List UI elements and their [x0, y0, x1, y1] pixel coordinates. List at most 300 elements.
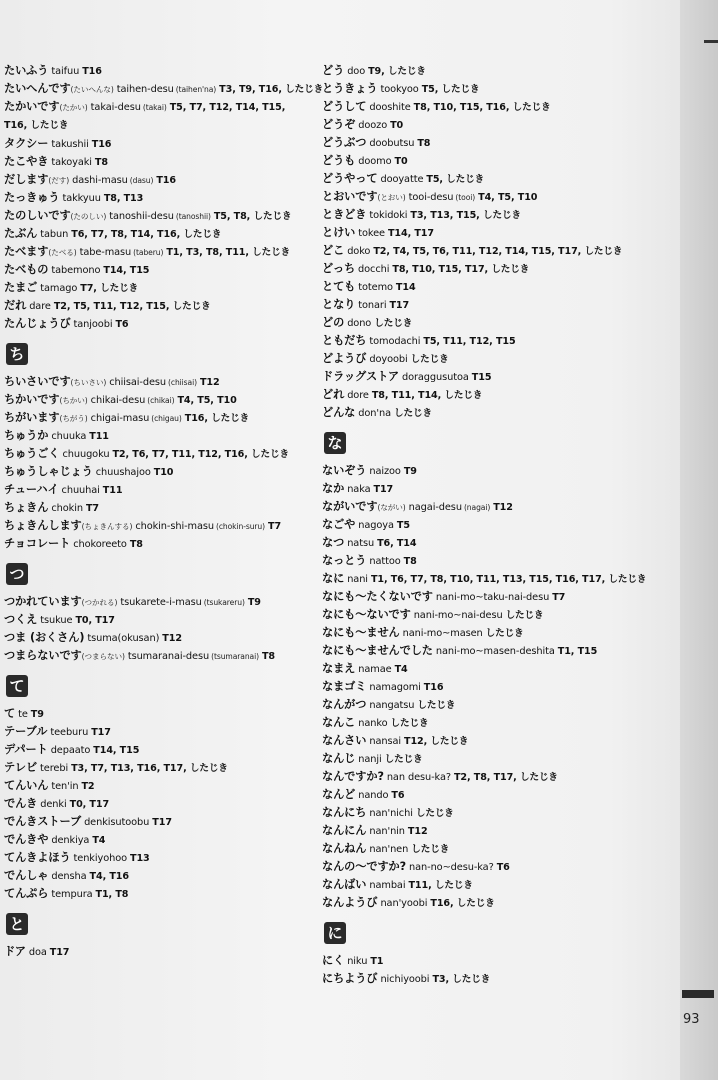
entry-romaji: tsuma(okusan) — [87, 633, 160, 644]
index-entry — [4, 391, 308, 409]
entry-word: てんきよほう — [4, 851, 71, 864]
entry-romaji: tooi-desu — [408, 192, 454, 203]
entry-romaji: tsumaranai-desu — [127, 651, 210, 662]
entry-references: T12 — [493, 502, 513, 513]
entry-romaji-dictionary-form: (chiisai) — [168, 378, 197, 387]
adjacent-page-edge — [680, 0, 718, 1080]
entry-references: T8 — [417, 138, 431, 149]
entry-references: T5, T11, T12, T15 — [423, 336, 516, 347]
entry-romaji: doozo — [358, 120, 388, 131]
entry-references: T1, T6, T7, T8, T10, T11, T13, T15, T16, T17, したじき — [370, 574, 647, 585]
index-entry — [4, 481, 308, 499]
entry-references: T17 — [373, 484, 394, 495]
entry-romaji: takai-desu — [90, 102, 141, 113]
entry-references: T11 — [102, 485, 123, 496]
index-entry — [322, 80, 652, 98]
entry-references: T13 — [130, 853, 150, 864]
index-entry — [322, 260, 652, 278]
entry-references: T12, したじき — [404, 736, 469, 747]
entry-references: T5, T8, したじき — [213, 211, 292, 222]
entry-romaji: takkyuu — [62, 193, 101, 204]
entry-word: でんしゃ — [4, 869, 49, 882]
entry-romaji: chikai-desu — [90, 395, 146, 406]
entry-romaji-dictionary-form: (tsumaranai) — [211, 652, 259, 661]
entry-references: T12 — [162, 633, 182, 644]
entry-romaji: tokidoki — [369, 210, 408, 221]
entry-romaji: tenkiyohoo — [73, 853, 127, 864]
entry-references: T11 — [89, 431, 109, 442]
entry-romaji: nanji — [358, 754, 382, 765]
entry-romaji: dare — [29, 301, 51, 312]
entry-references: T9 — [403, 466, 417, 477]
index-entry — [4, 297, 308, 315]
index-entry — [4, 225, 308, 243]
entry-romaji: takushii — [51, 139, 89, 150]
entry-word: なんねん — [322, 842, 367, 855]
entry-references: T14, T17 — [387, 228, 434, 239]
entry-references: T5, したじき — [426, 174, 485, 185]
index-entry — [4, 813, 308, 831]
entry-references: T2 — [81, 781, 95, 792]
entry-references: T14 — [395, 282, 416, 293]
entry-word: ちゅうごく — [4, 447, 60, 460]
entry-word: ちょきんします — [4, 519, 82, 532]
entry-romaji: nichiyoobi — [380, 974, 430, 985]
entry-references: T6 — [115, 319, 129, 330]
index-entry — [4, 777, 308, 795]
entry-romaji: tookyoo — [380, 84, 419, 95]
index-entry — [322, 480, 652, 498]
entry-word: つま (おくさん) — [4, 631, 85, 644]
entry-romaji: nando — [358, 790, 389, 801]
entry-references: T8 — [261, 651, 275, 662]
index-entry — [322, 858, 652, 876]
index-entry — [322, 660, 652, 678]
index-entry — [4, 705, 308, 723]
entry-word: て — [4, 707, 16, 720]
index-entry — [4, 80, 324, 98]
index-entry — [4, 517, 308, 535]
entry-word: デパート — [4, 743, 48, 756]
entry-references: T9, したじき — [368, 66, 426, 77]
entry-word: てんぷら — [4, 887, 49, 900]
index-entry — [322, 332, 652, 350]
entry-romaji-dictionary-form: (taberu) — [133, 248, 164, 257]
entry-romaji-dictionary-form: (dasu) — [129, 176, 154, 185]
entry-references: T4 — [92, 835, 106, 846]
index-entry — [322, 462, 652, 480]
entry-romaji: nagoya — [358, 520, 394, 531]
entry-word: タクシー — [4, 137, 49, 150]
entry-word: ちゅうか — [4, 429, 49, 442]
index-entry — [322, 152, 652, 170]
index-entry — [322, 134, 652, 152]
section-letter-badge: と — [6, 913, 28, 935]
edge-marker — [704, 40, 718, 43]
index-entry — [4, 98, 308, 135]
entry-references: したじき — [394, 408, 432, 419]
index-entry — [322, 606, 652, 624]
entry-references: したじき — [374, 318, 413, 329]
entry-dictionary-form: (ちがう) — [59, 414, 88, 423]
entry-references: T1, T8 — [95, 889, 129, 900]
entry-word: とけい — [322, 226, 356, 239]
entry-references: T17 — [152, 817, 172, 828]
index-entry — [322, 714, 652, 732]
index-entry — [322, 350, 652, 368]
entry-references: T5 — [396, 520, 410, 531]
entry-romaji: tsukue — [40, 615, 73, 626]
entry-word: どうやって — [322, 172, 378, 185]
entry-word: ちかいです — [4, 393, 60, 406]
index-entry — [4, 409, 308, 427]
entry-references: T0 — [394, 156, 408, 167]
entry-word: でんきや — [4, 833, 49, 846]
entry-dictionary-form: (ちいさい) — [70, 378, 107, 387]
index-entry — [4, 427, 308, 445]
entry-romaji-dictionary-form: (taihen'na) — [175, 85, 217, 94]
entry-romaji: takoyaki — [51, 157, 92, 168]
entry-romaji: dashi-masu — [72, 175, 128, 186]
entry-references: したじき — [384, 754, 423, 765]
entry-references: T12 — [407, 826, 428, 837]
entry-word: たべもの — [4, 263, 49, 276]
entry-word: チューハイ — [4, 483, 59, 496]
entry-dictionary-form: (たいへんな) — [70, 85, 114, 94]
entry-romaji-dictionary-form: (tooi) — [455, 193, 476, 202]
entry-references: したじき — [485, 628, 524, 639]
entry-word: なつ — [322, 536, 345, 549]
entry-romaji-dictionary-form: (chigau) — [151, 414, 182, 423]
index-entry — [4, 373, 308, 391]
entry-romaji: doraggusutoa — [401, 372, 469, 383]
entry-romaji: dooshite — [369, 102, 411, 113]
entry-word: だします — [4, 173, 49, 186]
entry-romaji: nangatsu — [369, 700, 415, 711]
entry-word: なんの～ですか? — [322, 860, 407, 873]
entry-references: T6 — [391, 790, 405, 801]
entry-romaji: chokoreeto — [73, 539, 127, 550]
entry-dictionary-form: (ながい) — [377, 503, 406, 512]
entry-romaji: don'na — [358, 408, 391, 419]
entry-romaji: chuuhai — [61, 485, 100, 496]
index-entry — [322, 970, 652, 988]
entry-references: T2, T6, T7, T11, T12, T16, したじき — [112, 449, 289, 460]
index-entry — [322, 386, 652, 404]
entry-word: ときどき — [322, 208, 367, 221]
entry-romaji: nani-mo~nai-desu — [413, 610, 503, 621]
entry-romaji: chiisai-desu — [109, 377, 166, 388]
entry-romaji: tabun — [40, 229, 69, 240]
entry-dictionary-form: (たかい) — [59, 103, 88, 112]
entry-romaji-dictionary-form: (takai) — [142, 103, 167, 112]
entry-romaji: densha — [51, 871, 87, 882]
index-entry — [4, 261, 308, 279]
section-heading — [4, 903, 308, 943]
entry-romaji: nani-mo~taku-nai-desu — [435, 592, 550, 603]
entry-references: T16 — [91, 139, 112, 150]
entry-references: T9 — [247, 597, 261, 608]
index-entry — [322, 678, 652, 696]
entry-references: T17 — [389, 300, 410, 311]
entry-word: なんじ — [322, 752, 356, 765]
entry-references: T16, したじき — [184, 413, 250, 424]
entry-dictionary-form: (つかれる) — [81, 598, 118, 607]
entry-word: どれ — [322, 388, 345, 401]
entry-references: T1, T3, T8, T11, したじき — [166, 247, 291, 258]
entry-word: どの — [322, 316, 345, 329]
index-entry — [4, 62, 308, 80]
index-entry — [4, 759, 308, 777]
index-entry — [4, 831, 308, 849]
entry-word: どうぶつ — [322, 136, 367, 149]
index-entry — [322, 368, 652, 386]
entry-romaji: dore — [347, 390, 369, 401]
entry-word: どようび — [322, 352, 367, 365]
entry-romaji: nan'nichi — [369, 808, 413, 819]
entry-word: とても — [322, 280, 356, 293]
entry-romaji: nani-mo~masen-deshita — [435, 646, 555, 657]
entry-romaji: denki — [40, 799, 67, 810]
entry-references: T3, したじき — [432, 974, 491, 985]
entry-romaji: chuushajoo — [95, 467, 151, 478]
entry-romaji: depaato — [50, 745, 91, 756]
entry-word: なごや — [322, 518, 356, 531]
index-entry — [4, 315, 308, 333]
index-entry — [4, 885, 308, 903]
entry-word: ちいさいです — [4, 375, 71, 388]
entry-romaji: chokin-shi-masu — [135, 521, 214, 532]
page-edge-bar — [682, 990, 714, 998]
index-entry — [4, 279, 308, 297]
entry-references: T2, T4, T5, T6, T11, T12, T14, T15, T17, したじき — [373, 246, 623, 257]
entry-word: とうきょう — [322, 82, 378, 95]
index-entry — [322, 804, 652, 822]
entry-word: なんようび — [322, 896, 378, 909]
entry-romaji: nan'nin — [369, 826, 405, 837]
entry-word: なまえ — [322, 662, 356, 675]
entry-word: なか — [322, 482, 345, 495]
entry-references: T4, T16 — [89, 871, 129, 882]
index-entry — [322, 188, 652, 206]
entry-references: T17 — [49, 947, 70, 958]
entry-word: チョコレート — [4, 537, 71, 550]
entry-romaji: tokee — [358, 228, 385, 239]
entry-word: となり — [322, 298, 356, 311]
entry-references: T0, T17 — [69, 799, 110, 810]
entry-references: T16 — [423, 682, 444, 693]
entry-references: T9 — [30, 709, 44, 720]
entry-romaji: nan'yoobi — [380, 898, 428, 909]
entry-word: なんさい — [322, 734, 367, 747]
entry-romaji: denkisutoobu — [84, 817, 150, 828]
section-heading — [322, 912, 652, 952]
entry-references: T0, T17 — [75, 615, 115, 626]
section-letter-badge: て — [6, 675, 28, 697]
entry-references: T8, T11, T14, したじき — [371, 390, 483, 401]
entry-romaji: doyoobi — [369, 354, 408, 365]
index-column-left — [4, 62, 324, 961]
entry-references: T4, T5, T10 — [177, 395, 237, 406]
index-entry — [4, 243, 308, 261]
entry-word: でんきストーブ — [4, 815, 82, 828]
index-entry — [4, 611, 308, 629]
entry-romaji: nan'nen — [369, 844, 409, 855]
index-entry — [4, 135, 308, 153]
entry-word: なんですか? — [322, 770, 384, 783]
entry-romaji: nan-no~desu-ka? — [409, 862, 494, 873]
section-letter-badge: に — [324, 922, 346, 944]
entry-word: たいへんです — [4, 82, 71, 95]
entry-romaji: nani-mo~masen — [402, 628, 483, 639]
entry-romaji-dictionary-form: (tsukareru) — [203, 598, 245, 607]
entry-word: ちがいます — [4, 411, 60, 424]
entry-word: なんにん — [322, 824, 367, 837]
index-entry — [4, 723, 308, 741]
index-entry — [322, 624, 652, 642]
entry-romaji: teeburu — [50, 727, 89, 738]
entry-word: たまご — [4, 281, 38, 294]
index-entry — [322, 404, 652, 422]
entry-word: にく — [322, 954, 345, 967]
entry-word: つまらないです — [4, 649, 82, 662]
entry-word: たっきゅう — [4, 191, 60, 204]
index-entry — [4, 499, 308, 517]
entry-word: でんき — [4, 797, 38, 810]
index-entry — [4, 593, 308, 611]
entry-romaji: tonari — [358, 300, 387, 311]
entry-references: T10 — [153, 467, 174, 478]
entry-word: なんがつ — [322, 698, 367, 711]
index-entry — [322, 116, 652, 134]
entry-word: なんにち — [322, 806, 367, 819]
section-heading — [322, 422, 652, 462]
entry-references: T14, T15 — [93, 745, 140, 756]
entry-romaji: nambai — [369, 880, 406, 891]
entry-word: なにも～ません — [322, 626, 400, 639]
entry-word: ともだち — [322, 334, 367, 347]
index-entry — [322, 696, 652, 714]
section-letter-badge: な — [324, 432, 346, 454]
entry-romaji: nattoo — [369, 556, 401, 567]
entry-word: ないぞう — [322, 464, 367, 477]
entry-dictionary-form: (とおい) — [377, 193, 406, 202]
entry-references: T7 — [85, 503, 99, 514]
entry-references: T7 — [552, 592, 566, 603]
entry-romaji: dono — [347, 318, 372, 329]
entry-romaji: tanjoobi — [73, 319, 113, 330]
entry-references: T3, T7, T13, T16, T17, したじき — [71, 763, 228, 774]
entry-references: T1 — [370, 956, 384, 967]
entry-word: なにも～たくないです — [322, 590, 433, 603]
entry-references: T6, T7, T8, T14, T16, したじき — [71, 229, 222, 240]
entry-references: T5, T7, T12, T14, T15, T16, したじき — [4, 102, 286, 131]
entry-romaji: chokin — [51, 503, 83, 514]
entry-word: どうぞ — [322, 118, 356, 131]
entry-word: テーブル — [4, 725, 48, 738]
entry-romaji: tamago — [40, 283, 78, 294]
entry-word: なんこ — [322, 716, 356, 729]
entry-word: たのしいです — [4, 209, 71, 222]
entry-romaji: tempura — [51, 889, 93, 900]
entry-word: なんばい — [322, 878, 367, 891]
index-entry — [322, 314, 652, 332]
entry-romaji: dooyatte — [380, 174, 424, 185]
entry-word: どんな — [322, 406, 356, 419]
section-heading — [4, 333, 308, 373]
entry-references: T5, したじき — [421, 84, 480, 95]
entry-romaji: namae — [358, 664, 392, 675]
index-entry — [4, 445, 308, 463]
entry-word: にちようび — [322, 972, 378, 985]
entry-references: T4 — [394, 664, 408, 675]
entry-romaji: chuuka — [51, 431, 87, 442]
entry-references: T8 — [129, 539, 143, 550]
entry-word: なっとう — [322, 554, 367, 567]
page-number: 93 — [683, 1012, 700, 1027]
entry-word: てんいん — [4, 779, 49, 792]
entry-word: ドラッグストア — [322, 370, 399, 383]
entry-word: とおいです — [322, 190, 378, 203]
entry-references: T0 — [390, 120, 404, 131]
index-entry — [322, 876, 652, 894]
index-entry — [4, 189, 308, 207]
entry-romaji: nansai — [369, 736, 402, 747]
entry-word: なにも～ませんでした — [322, 644, 433, 657]
index-entry — [322, 786, 652, 804]
entry-references: T3, T13, T15, したじき — [410, 210, 521, 221]
entry-romaji: taihen-desu — [116, 84, 174, 95]
entry-romaji: ten'in — [51, 781, 79, 792]
entry-references: T6 — [496, 862, 510, 873]
entry-word: どうして — [322, 100, 367, 113]
entry-word: たんじょうび — [4, 317, 71, 330]
entry-romaji: chigai-masu — [90, 413, 150, 424]
entry-references: したじき — [415, 808, 454, 819]
entry-romaji: tanoshii-desu — [109, 211, 174, 222]
entry-romaji: tabe-masu — [79, 247, 132, 258]
entry-romaji: doko — [347, 246, 371, 257]
entry-references: T2, T5, T11, T12, T15, したじき — [53, 301, 211, 312]
index-entry — [322, 98, 652, 116]
entry-references: T2, T8, T17, したじき — [453, 772, 558, 783]
index-entry — [322, 588, 652, 606]
index-entry — [322, 170, 652, 188]
section-letter-badge: ち — [6, 343, 28, 365]
entry-romaji: doomo — [358, 156, 392, 167]
entry-romaji: naka — [347, 484, 371, 495]
entry-word: つかれています — [4, 595, 82, 608]
entry-romaji: totemo — [358, 282, 393, 293]
entry-references: T8 — [403, 556, 417, 567]
entry-romaji: nagai-desu — [408, 502, 462, 513]
entry-references: したじき — [410, 354, 449, 365]
entry-dictionary-form: (だす) — [48, 176, 70, 185]
entry-word: たべます — [4, 245, 49, 258]
entry-romaji-dictionary-form: (chokin-suru) — [215, 522, 266, 531]
entry-word: なんど — [322, 788, 356, 801]
entry-word: だれ — [4, 299, 27, 312]
index-entry — [4, 535, 308, 553]
section-heading — [4, 665, 308, 705]
section-heading — [4, 553, 308, 593]
index-entry — [4, 647, 308, 665]
entry-word: ちょきん — [4, 501, 49, 514]
index-entry — [322, 952, 652, 970]
entry-references: T16 — [156, 175, 176, 186]
entry-romaji: tsukarete-i-masu — [120, 597, 202, 608]
entry-romaji: tomodachi — [369, 336, 421, 347]
